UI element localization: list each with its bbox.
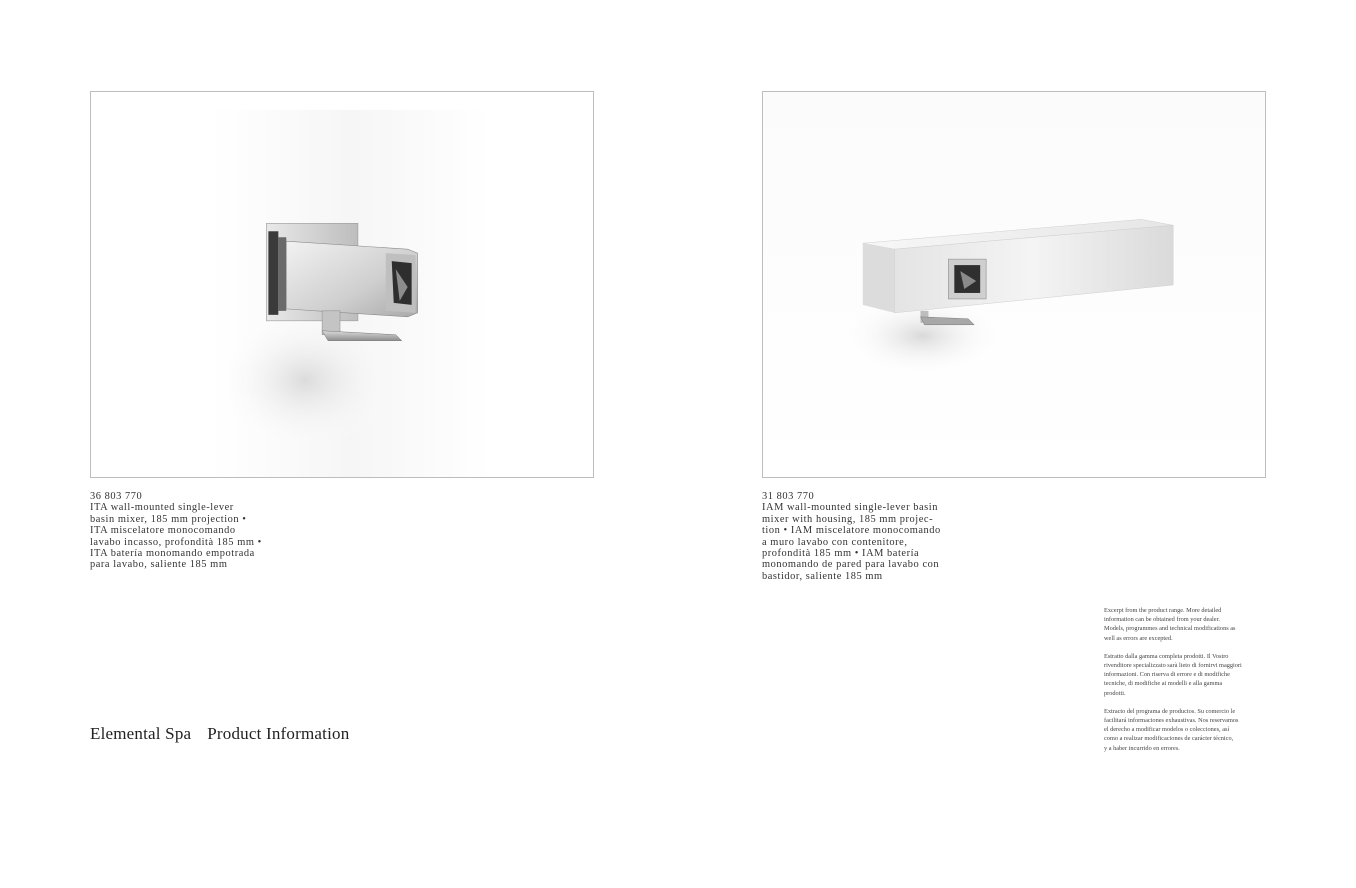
product-caption-ita bbox=[90, 491, 280, 571]
section-name: Product Information bbox=[207, 724, 350, 743]
product-description-line: mixer with housing, 185 mm projec- bbox=[762, 513, 934, 525]
disclaimer-line: Excerpt from the product range. More detailed bbox=[1104, 607, 1222, 614]
brand-name: Elemental Spa bbox=[90, 724, 192, 743]
disclaimer-line: facilitará informaciones exhaustivas. Nos reservamos bbox=[1104, 717, 1239, 725]
product-description-line: a muro lavabo con contenitore, bbox=[762, 536, 908, 548]
product-image-ita-mixer bbox=[90, 91, 594, 478]
product-image-iam-mixer bbox=[762, 91, 1266, 478]
ita-mixer-illustration bbox=[91, 92, 593, 477]
product-code: 31 803 770 bbox=[762, 491, 815, 502]
product-description-line: ITA wall-mounted single-lever bbox=[90, 502, 234, 514]
product-code: 36 803 770 bbox=[90, 491, 143, 502]
disclaimer-line: Estratto dalla gamma completa prodotti. Il Vostro bbox=[1104, 652, 1229, 660]
product-description-line: tion • IAM miscelatore monocomando bbox=[762, 525, 941, 537]
product-description-line: ITA batería monomando empotrada bbox=[90, 548, 255, 560]
disclaimer-line: como a realizar modificaciones de carácter técnico, bbox=[1104, 735, 1234, 743]
product-description-line: lavabo incasso, profondità 185 mm • bbox=[90, 536, 262, 548]
iam-mixer-illustration bbox=[763, 92, 1265, 477]
disclaimer-line: y a haber incurrido en errores. bbox=[1104, 744, 1180, 752]
product-description-line: monomando de pared para lavabo con bbox=[762, 559, 940, 571]
product-description-line: IAM wall-mounted single-lever basin bbox=[762, 502, 938, 514]
disclaimer-line: rivenditore specializzato sarà lieto di fornirvi maggiori bbox=[1104, 662, 1242, 670]
disclaimer-line: el derecho a modificar modelos o colecciones, así bbox=[1104, 726, 1230, 734]
disclaimer-line: prodotti. bbox=[1104, 689, 1126, 697]
disclaimer-line: Models, programmes and technical modifications as bbox=[1104, 625, 1236, 633]
disclaimer-line: information can be obtained from your dealer. bbox=[1104, 616, 1220, 624]
product-description-line: ITA miscelatore monocomando bbox=[90, 525, 236, 537]
disclaimer-line: well as errors are excepted. bbox=[1104, 634, 1173, 642]
disclaimer-line: Extracto del programa de productos. Su comercio le bbox=[1104, 707, 1236, 715]
disclaimer-line: tecniche, di modifiche ai modelli e alla gamma bbox=[1104, 680, 1223, 688]
product-description-line: para lavabo, saliente 185 mm bbox=[90, 559, 228, 571]
disclaimer-line: informazioni. Con riserva di errore e di modifiche bbox=[1104, 671, 1230, 679]
product-description-line: bastidor, saliente 185 mm bbox=[762, 570, 883, 582]
footer-title bbox=[90, 724, 349, 744]
product-description-line: profondità 185 mm • IAM batería bbox=[762, 548, 920, 560]
product-caption-iam bbox=[762, 491, 952, 582]
product-description-line: basin mixer, 185 mm projection • bbox=[90, 513, 247, 525]
disclaimer bbox=[1104, 597, 1274, 762]
